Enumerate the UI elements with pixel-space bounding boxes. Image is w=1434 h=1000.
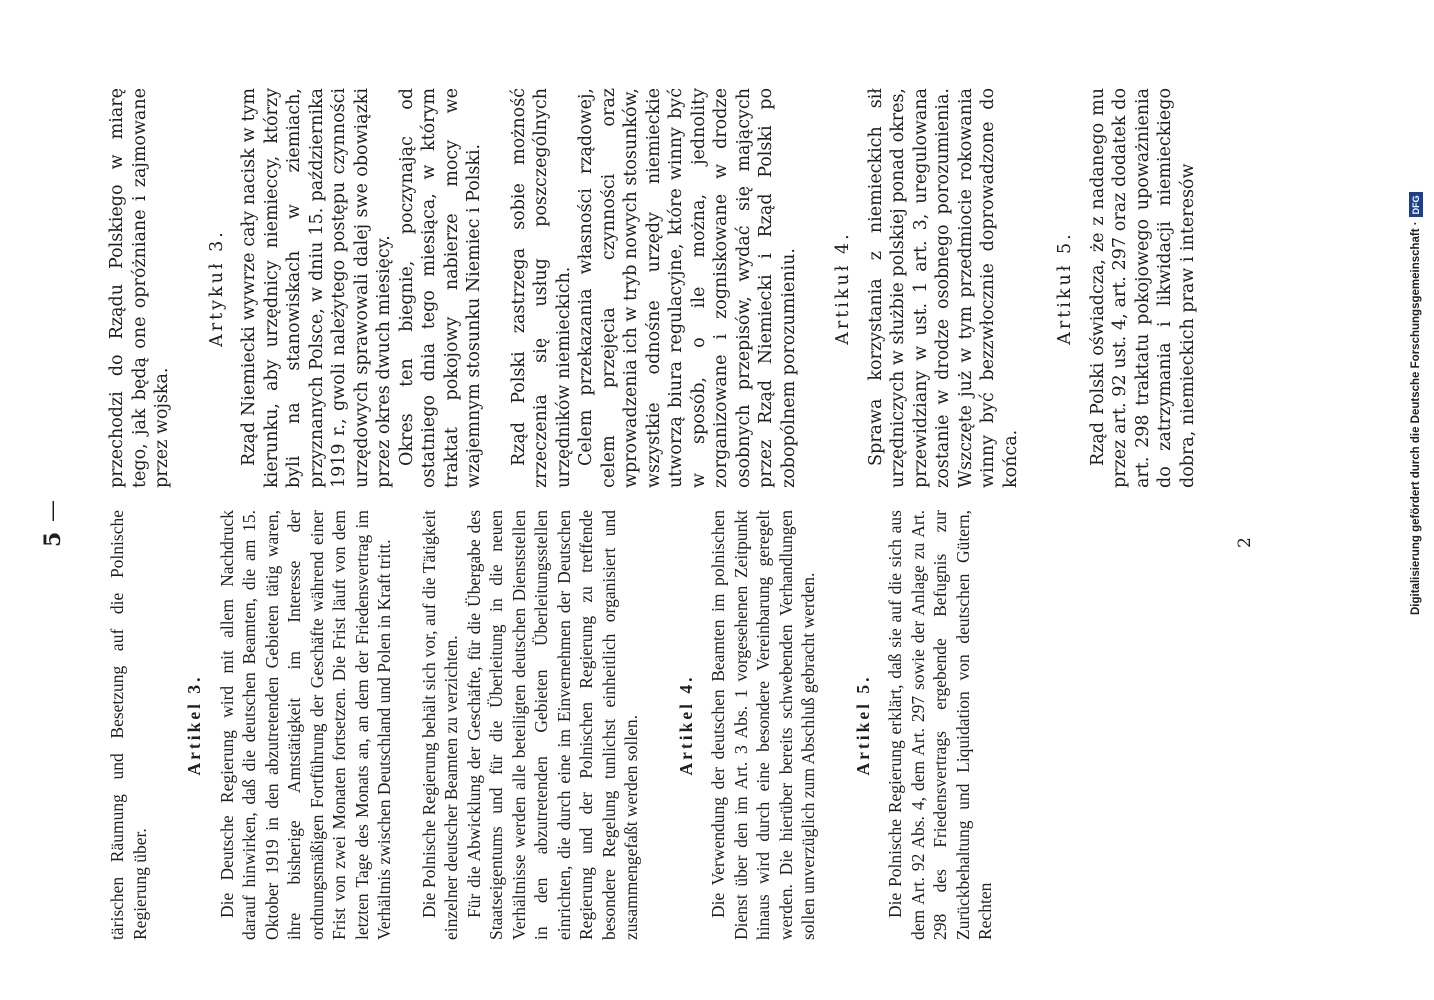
polish-text-column [106, 88, 1199, 488]
signature-mark: 2 [1235, 537, 1255, 548]
article-heading: Artikuł 4. [833, 231, 853, 345]
paragraph: Celem przekazania własności rządowej, celem przejęcia czynności oraz wprowadzenia ich w tryb nowych stosunków, wszystkie odnośne urzędy niemieckie utworzą biura regulacyjne, które winny być w sposób, o ile można, jednolity zorganizowane i zogniskowane w drodze osobnych przepisów, wydać się mających przez Rząd Niemiecki i Rząd Polski po zobopólnem porozumieniu. [576, 88, 799, 488]
section [832, 88, 1022, 488]
article-heading: Artikel 4. [675, 674, 696, 776]
paragraph: przechodzi do Rządu Polskiego w miarę tego, jak będą one opróżniane i zajmowane przez wojska. [107, 88, 172, 488]
paragraph: Rząd Polski oświadcza, że z nadanego mu przez art. 92 ust. 4, art. 297 oraz dodatek do art. 298 traktatu pokojowego upoważnienia do zatrzymania i likwidacji niemieckiego dobra, niemieckich praw i interesów [1087, 88, 1198, 488]
stamp-text: Digitalisierung gefördert durch die Deutsche Forschungsgemeinschaft ·DFG [1398, 0, 1434, 1000]
paragraph: Rząd Niemiecki wywrze cały nacisk w tym kierunku, aby urzędnicy niemieccy, którzy byli na stanowiskach w ziemiach, przyznanych Polsce, w dniu 15. października 1919 r., gwoli należytego postępu czynności urzędowych sprawowali dalej swe obowiązki przez okres dwuch miesięcy. [239, 88, 394, 488]
german-text-column [106, 510, 997, 940]
dfg-logo: DFG [1409, 192, 1423, 217]
paragraph: Die Polnische Regierung erklärt, daß sie auf die sich aus dem Art. 92 Abs. 4, dem Art. 297 sowie der Anlage zu Art. 298 des Friedensvertrags ergebende Befugnis zur Zurückbehaltung und Liquidation von deutschen Gütern, Rechten [885, 510, 995, 940]
section [1054, 88, 1199, 488]
paragraph: Die Deutsche Regierung wird mit allem Nachdruck darauf hinwirken, daß die deutschen Beamten, die am 15. Oktober 1919 in den abzutretenden Gebieten tätig waren, ihre bisherige Amtstätigkeit im Interesse der ordnungsmäßigen Fortführung der Geschäfte während einer Frist von zwei Monaten fortsetzen. Die Frist läuft von dem letzten Tage des Monats an, an dem der Friedensvertrag im Verhältnis zwischen Deutschland und Polen in Kraft tritt. [216, 510, 394, 940]
article-heading: Artikel 5. [852, 674, 873, 776]
paragraph: Sprawa korzystania z niemieckich sił urzędniczych w służbie polskiej ponad okres, przewidziany w ust. 1 art. 3, uregulowana zostanie w drodze osobnego porozumienia. Wszczęte już w tym przedmiocie rokowania winny być bezzwłocznie doprowadzone do końca. [865, 88, 1021, 488]
paragraph: Für die Abwicklung der Geschäfte, für die Übergabe des Staatseigentums und für die Überleitung in die neuen Verhältnisse werden alle beteiligten deutschen Dienststellen in den abzutretenden Gebieten Überleitungsstellen einrichten, die durch eine im Einvernehmen der Deutschen Regierung und der Polnischen Regierung zu treffende besondere Regelung tunlichst einheitlich organisiert und zusammengefaßt werden sollen. [463, 510, 641, 940]
section [852, 510, 997, 940]
header-dash: — [40, 500, 65, 522]
section [675, 510, 820, 940]
paragraph: Rząd Polski zastrzega sobie możność zrzeczenia się usług poszczególnych urzędników niemieckich. [508, 88, 574, 488]
page-number: 5 [40, 531, 66, 547]
section [106, 510, 151, 940]
digitization-stamp [1398, 0, 1434, 1000]
article-heading: Artykuł 3. [206, 229, 227, 347]
section [106, 88, 174, 488]
section [206, 88, 801, 488]
page-header [40, 0, 80, 1000]
article-heading: Artikuł 5. [1055, 231, 1075, 345]
paragraph: Die Polnische Regierung behält sich vor, auf die Tätigkeit einzelner deutscher Beamten zu verzichten. [418, 510, 461, 940]
article-heading: Artikel 3. [184, 674, 204, 776]
section [183, 510, 643, 940]
paragraph: tärischen Räumung und Besetzung auf die Polnische Regierung über. [107, 510, 150, 940]
paragraph: Die Verwendung der deutschen Beamten im polnischen Dienst über den im Art. 3 Abs. 1 vorgesehenen Zeitpunkt hinaus wird durch eine besondere Vereinbarung geregelt werden. Die hierüber bereits schwebenden Verhandlungen sollen unverzüglich zum Abschluß gebracht werden. [708, 510, 818, 940]
paragraph: Okres ten biegnie, poczynając od ostatniego dnia tego miesiąca, w którym traktat pokojowy nabierze mocy we wzajemnym stosunku Niemiec i Polski. [396, 88, 484, 488]
